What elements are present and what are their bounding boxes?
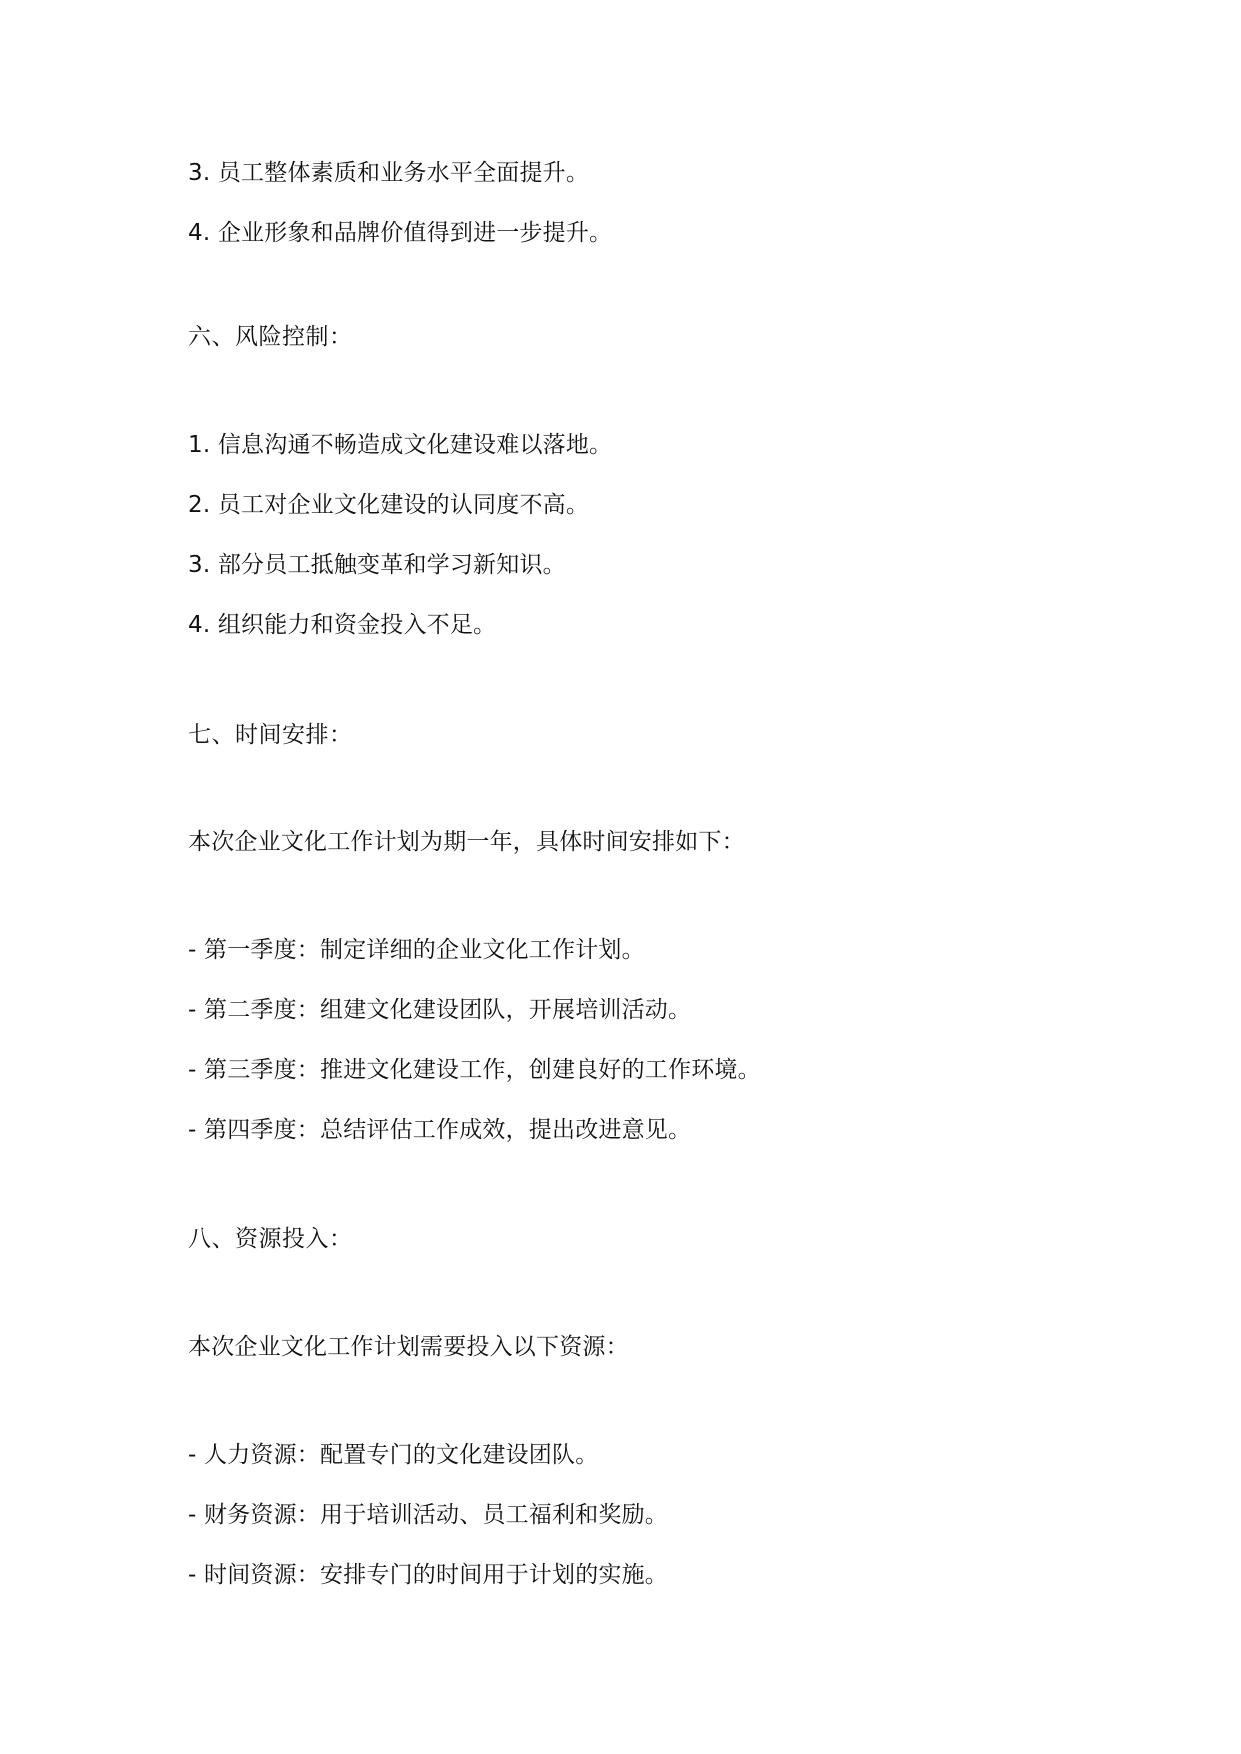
schedule-item: - 第四季度：总结评估工作成效，提出改进意见。 [188, 1117, 692, 1143]
outcome-item: 4. 企业形象和品牌价值得到进一步提升。 [188, 220, 613, 246]
schedule-intro: 本次企业文化工作计划为期一年，具体时间安排如下： [188, 829, 745, 855]
risk-heading: 六、风险控制： [188, 324, 353, 350]
outcome-item: 3. 员工整体素质和业务水平全面提升。 [188, 160, 590, 186]
resources-item: - 人力资源：配置专门的文化建设团队。 [188, 1442, 599, 1468]
schedule-heading: 七、时间安排： [188, 722, 353, 748]
risk-item: 3. 部分员工抵触变革和学习新知识。 [188, 552, 566, 578]
resources-intro: 本次企业文化工作计划需要投入以下资源： [188, 1334, 629, 1360]
schedule-item: - 第二季度：组建文化建设团队，开展培训活动。 [188, 997, 692, 1023]
resources-item: - 财务资源：用于培训活动、员工福利和奖励。 [188, 1502, 669, 1528]
risk-item: 2. 员工对企业文化建设的认同度不高。 [188, 492, 590, 518]
resources-item: - 时间资源：安排专门的时间用于计划的实施。 [188, 1562, 669, 1588]
resources-heading: 八、资源投入： [188, 1226, 353, 1252]
schedule-item: - 第三季度：推进文化建设工作，创建良好的工作环境。 [188, 1057, 761, 1083]
risk-item: 1. 信息沟通不畅造成文化建设难以落地。 [188, 432, 613, 458]
schedule-item: - 第一季度：制定详细的企业文化工作计划。 [188, 937, 645, 963]
risk-item: 4. 组织能力和资金投入不足。 [188, 612, 497, 638]
